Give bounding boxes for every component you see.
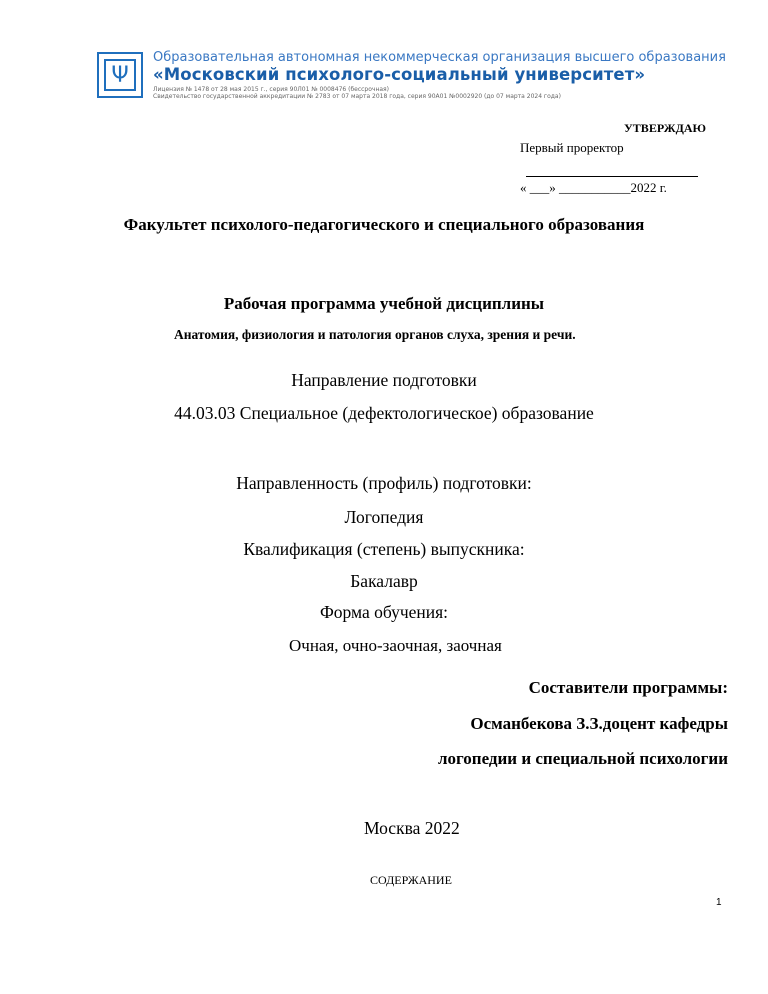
focus-label: Направленность (профиль) подготовки: bbox=[236, 473, 532, 493]
authors-title: Составители программы: bbox=[528, 678, 728, 697]
qualification-label: Квалификация (степень) выпускника: bbox=[243, 539, 525, 559]
license-line: Лицензия № 1478 от 28 мая 2015 г., серия 90Л01 № 0008476 (бессрочная) bbox=[153, 86, 390, 93]
page-number: 1 bbox=[716, 897, 722, 908]
direction-label: Направление подготовки bbox=[291, 370, 477, 390]
study-form-label: Форма обучения: bbox=[319, 602, 449, 622]
university-logo bbox=[97, 52, 143, 98]
approval-title: УТВЕРЖДАЮ bbox=[624, 121, 707, 135]
psi-logo-icon: Ψ bbox=[104, 59, 136, 91]
program-title: Рабочая программа учебной дисциплины bbox=[223, 294, 545, 313]
approval-date: « ___» ___________2022 г. bbox=[520, 180, 667, 195]
city-year: Москва 2022 bbox=[364, 818, 460, 838]
university-name: «Московский психолого-социальный университет» bbox=[153, 65, 646, 84]
signature-line bbox=[526, 176, 698, 177]
author-name: Османбекова З.З.доцент кафедры bbox=[470, 714, 728, 733]
author-department: логопедии и специальной психологии bbox=[437, 749, 728, 768]
approval-role: Первый проректор bbox=[520, 140, 624, 155]
discipline-name: Анатомия, физиология и патология органов слуха, зрения и речи. bbox=[174, 327, 576, 342]
accreditation-line: Свидетельство государственной аккредитации № 2783 от 07 марта 2018 года, серия 90А01 №0002920 (до 07 марта 2024 года) bbox=[153, 93, 561, 100]
direction-value: 44.03.03 Специальное (дефектологическое) образование bbox=[174, 403, 594, 423]
qualification-value: Бакалавр bbox=[350, 571, 418, 591]
faculty-text: Факультет психолого-педагогического и специального образования bbox=[123, 215, 645, 234]
contents-heading: СОДЕРЖАНИЕ bbox=[370, 873, 452, 887]
study-form-value: Очная, очно-заочная, заочная bbox=[289, 636, 502, 655]
org-type-line: Образовательная автономная некоммерческая организация высшего образования bbox=[153, 50, 726, 65]
faculty-title bbox=[0, 214, 768, 236]
focus-value: Логопедия bbox=[344, 507, 424, 527]
